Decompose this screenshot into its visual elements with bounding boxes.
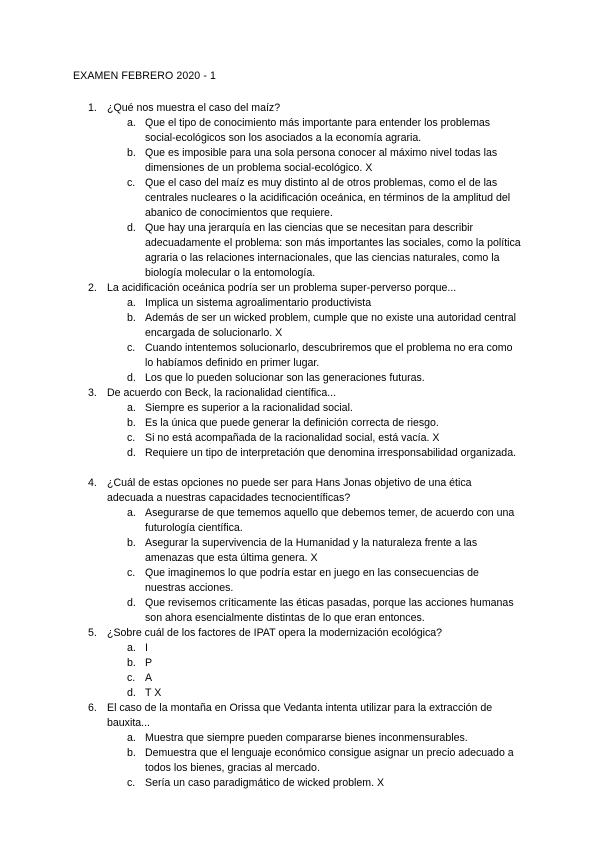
option-letter: d. [127,597,136,609]
option-text: Es la única que puede generar la definición correcta de riesgo. [145,417,439,429]
option-letter: d. [127,372,136,384]
option-letter: d. [127,222,136,234]
question-text: ¿Qué nos muestra el caso del maíz? [107,102,281,114]
option-letter: c. [127,432,136,444]
question-number: 6. [88,702,97,714]
option-text: T X [145,687,162,699]
option-text: Que revisemos críticamente las éticas pasadas, porque las acciones humanas son ahora esencialmente distintas de lo que eran entonces. [145,597,514,624]
option-text: Cuando intentemos solucionarlo, descubriremos que el problema no era como lo habíamos definido en primer lugar. [145,342,513,369]
option-text: Requiere un tipo de interpretación que denomina irresponsabilidad organizada. [145,447,517,459]
option-text: Muestra que siempre pueden compararse bienes inconmensurables. [145,732,468,744]
option-text: Sería un caso paradigmático de wicked problem. X [145,777,385,789]
question-text: De acuerdo con Beck, la racionalidad científica... [107,387,337,399]
option-text: Implica un sistema agroalimentario productivista [145,297,372,309]
option-letter: b. [127,312,136,324]
option-text: Los que lo pueden solucionar son las generaciones futuras. [145,372,425,384]
question-text: ¿Cuál de estas opciones no puede ser para Hans Jonas objetivo de una ética adecuada a nuestras capacidades tecnocientíficas? [107,477,472,504]
question-text: El caso de la montaña en Orissa que Vedanta intenta utilizar para la extracción de bauxita... [107,702,493,729]
option-letter: a. [127,297,136,309]
option-letter: a. [127,642,136,654]
option-text: Demuestra que el lenguaje económico consigue asignar un precio adecuado a todos los bienes, gracias al mercado. [145,747,514,774]
option-text: P [145,657,153,669]
option-text: Que el caso del maíz es muy distinto al de otros problemas, como el de las centrales nucleares o la acidificación oceánica, en términos de la amplitud del abanico de conocimientos que requiere. [145,177,511,219]
option-text: Si no está acompañada de la racionalidad social, está vacía. X [145,432,440,444]
option-text: I [145,642,148,654]
option-text: Que el tipo de conocimiento más importante para entender los problemas social-ecológicos son los asociados a la economía agraria. [145,117,491,144]
option-text: A [145,672,153,684]
option-text: Que hay una jerarquía en las ciencias que se necesitan para describir adecuadamente el problema: son más importantes las sociales, como la política agraria o las relaciones internacionales, que las ciencias naturales, como la biología molecular o la entomología. [145,222,521,279]
option-letter: b. [127,657,136,669]
option-letter: b. [127,417,136,429]
option-text: Que es imposible para una sola persona conocer al máximo nivel todas las dimensiones de un problema social-ecológico. X [145,147,498,174]
exam-title: EXAMEN FEBRERO 2020 - 1 [73,70,217,82]
option-letter: b. [127,147,136,159]
option-letter: d. [127,447,136,459]
option-text: Asegurarse de que tememos aquello que debemos temer, de acuerdo con una futurología científica. [145,507,515,534]
question-number: 5. [88,627,97,639]
option-letter: b. [127,747,136,759]
option-letter: c. [127,567,136,579]
question-number: 3. [88,387,97,399]
option-letter: d. [127,687,136,699]
question-number: 4. [88,477,97,489]
option-letter: c. [127,177,136,189]
option-letter: c. [127,777,136,789]
option-text: Además de ser un wicked problem, cumple que no existe una autoridad central encargada de solucionarlo. X [145,312,516,339]
option-letter: a. [127,117,136,129]
question-text: La acidificación oceánica podría ser un problema super-perverso porque... [107,282,457,294]
option-letter: a. [127,732,136,744]
option-letter: b. [127,537,136,549]
option-text: Que imaginemos lo que podría estar en juego en las consecuencias de nuestras acciones. [145,567,479,594]
option-text: Siempre es superior a la racionalidad social. [145,402,353,414]
option-letter: a. [127,507,136,519]
question-text: ¿Sobre cuál de los factores de IPAT opera la modernización ecológica? [107,627,443,639]
option-text: Asegurar la supervivencia de la Humanidad y la naturaleza frente a las amenazas que esta última genera. X [145,537,478,564]
question-number: 1. [88,102,97,114]
option-letter: c. [127,672,136,684]
option-letter: c. [127,342,136,354]
question-number: 2. [88,282,97,294]
option-letter: a. [127,402,136,414]
